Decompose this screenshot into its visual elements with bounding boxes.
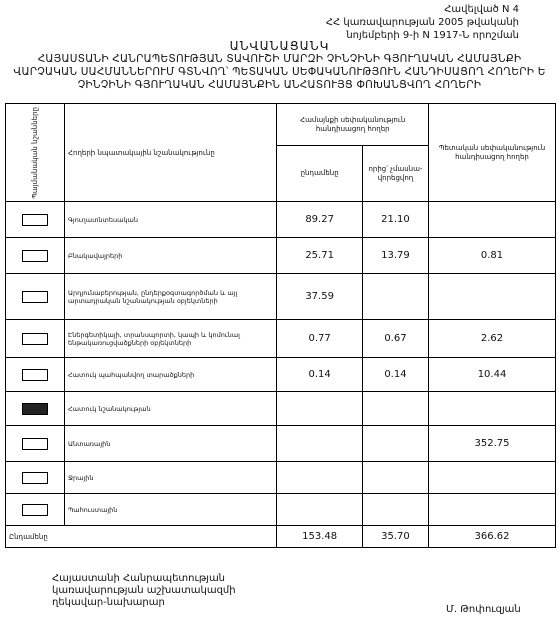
row-symbol [6, 392, 65, 426]
row-label: Բնակավայրերի [65, 238, 277, 274]
table-row [6, 462, 556, 494]
row-state [429, 202, 556, 238]
legend-swatch-icon [22, 291, 48, 303]
col-name-header: Հողերի նպատակային նշանակությունը [65, 104, 277, 202]
table-row [6, 426, 556, 462]
col-code-header: Պայմանական նշանները [6, 104, 65, 202]
row-state [429, 274, 556, 320]
row-symbol [6, 494, 65, 526]
legend-swatch-icon [22, 403, 48, 415]
row-transfer [362, 392, 428, 426]
title-main: ԱՆՎԱՆԱՑԱՆԿ [229, 39, 330, 53]
row-label: Անտառային [65, 426, 277, 462]
table-row [6, 238, 556, 274]
row-state: 352.75 [429, 426, 556, 462]
signatory-line-2: կառավարության աշխատակազմի [52, 585, 236, 596]
row-total [277, 392, 363, 426]
land-table [5, 103, 556, 548]
row-symbol [6, 462, 65, 494]
row-total: 0.77 [277, 320, 363, 358]
row-symbol [6, 320, 65, 358]
row-transfer [362, 462, 428, 494]
col-transfer-header: որից՝ չմասնա-վորեցվող [362, 146, 428, 202]
row-symbol [6, 274, 65, 320]
row-transfer: 13.79 [362, 238, 428, 274]
legend-swatch-icon [22, 472, 48, 484]
total-label: Ընդամենը [6, 526, 277, 548]
row-label: Էներգետիկայի, տրանսպորտի, կապի և կոմունալ ենթակառուցվածքների օբյեկտների [65, 320, 277, 358]
row-label: Հատուկ նշանակության [65, 392, 277, 426]
title-line-2: ՎԱՐՉԱԿԱՆ ՍԱՀՄԱՆՆԵՐՈՒՄ ԳՏՆՎՈՂ՝ ՊԵՏԱԿԱՆ ՍԵՓԱԿԱՆՈՒԹՅՈՒՆ ՀԱՆԴԻՍԱՑՈՂ ՀՈՂԵՐԻ Ե [13, 66, 546, 78]
row-transfer [362, 274, 428, 320]
appendix-decision: նոյեմբերի 9-ի N 1917-Ն որոշման [346, 30, 519, 41]
signatory-title [52, 573, 236, 609]
row-transfer: 21.10 [362, 202, 428, 238]
table-row [6, 392, 556, 426]
table-row [6, 358, 556, 392]
legend-swatch-icon [22, 438, 48, 450]
row-total [277, 462, 363, 494]
table-row [6, 494, 556, 526]
legend-swatch-icon [22, 214, 48, 226]
row-transfer: 0.67 [362, 320, 428, 358]
row-label: Գյուղատնտեսական [65, 202, 277, 238]
col-total-header: ընդամենը [277, 146, 363, 202]
col-state-header: Պետական սեփականություն հանդիսացող հողեր [429, 104, 556, 202]
row-total [277, 426, 363, 462]
row-transfer [362, 426, 428, 462]
legend-swatch-icon [22, 504, 48, 516]
total-transfer: 35.70 [362, 526, 428, 548]
appendix-header [326, 3, 519, 42]
document-title [0, 40, 559, 92]
row-state [429, 392, 556, 426]
row-state [429, 494, 556, 526]
row-symbol [6, 202, 65, 238]
row-label: Ջրային [65, 462, 277, 494]
row-label: Արդյունաբերության, ընդերքօգտագործման և այլ արտադրական նշանակության օբյեկտների [65, 274, 277, 320]
signatory-line-1: Հայաստանի Հանրապետության [52, 573, 226, 584]
row-symbol [6, 238, 65, 274]
row-state: 10.44 [429, 358, 556, 392]
row-total: 25.71 [277, 238, 363, 274]
total-state: 366.62 [429, 526, 556, 548]
row-transfer [362, 494, 428, 526]
row-state [429, 462, 556, 494]
row-state: 0.81 [429, 238, 556, 274]
legend-swatch-icon [22, 369, 48, 381]
legend-swatch-icon [22, 250, 48, 262]
row-symbol [6, 358, 65, 392]
total-total: 153.48 [277, 526, 363, 548]
row-total [277, 494, 363, 526]
row-total: 89.27 [277, 202, 363, 238]
legend-swatch-icon [22, 333, 48, 345]
table-row [6, 320, 556, 358]
row-total: 37.59 [277, 274, 363, 320]
appendix-number: Հավելված N 4 [444, 4, 519, 15]
table-row [6, 202, 556, 238]
table-row [6, 274, 556, 320]
col-community-header: Համայնքի սեփականություն հանդիսացող հողեր [277, 104, 429, 146]
row-symbol [6, 426, 65, 462]
appendix-source: ՀՀ կառավարության 2005 թվականի [325, 17, 519, 28]
row-label: Պահուստային [65, 494, 277, 526]
row-total: 0.14 [277, 358, 363, 392]
title-line-3: ՉԻՆՉԻՆԻ ԳՅՈՒՂԱԿԱՆ ՀԱՄԱՅՆՔԻՆ ԱՆՀԱՏՈՒՅՑ ՓՈԽԱՆՑՎՈՂ ՀՈՂԵՐԻ [77, 79, 482, 91]
row-transfer: 0.14 [362, 358, 428, 392]
signatory-name: Մ. Թոփուզյան [446, 604, 521, 615]
title-line-1: ՀԱՅԱՍՏԱՆԻ ՀԱՆՐԱՊԵՏՈՒԹՅԱՆ ՏԱՎՈՒՇԻ ՄԱՐԶԻ ՉԻՆՉԻՆԻ ԳՅՈՒՂԱԿԱՆ ՀԱՄԱՅՆՔԻ [37, 53, 522, 65]
row-state: 2.62 [429, 320, 556, 358]
row-label: Հատուկ պահպանվող տարածքների [65, 358, 277, 392]
signatory-line-3: ղեկավար-նախարար [52, 597, 165, 608]
